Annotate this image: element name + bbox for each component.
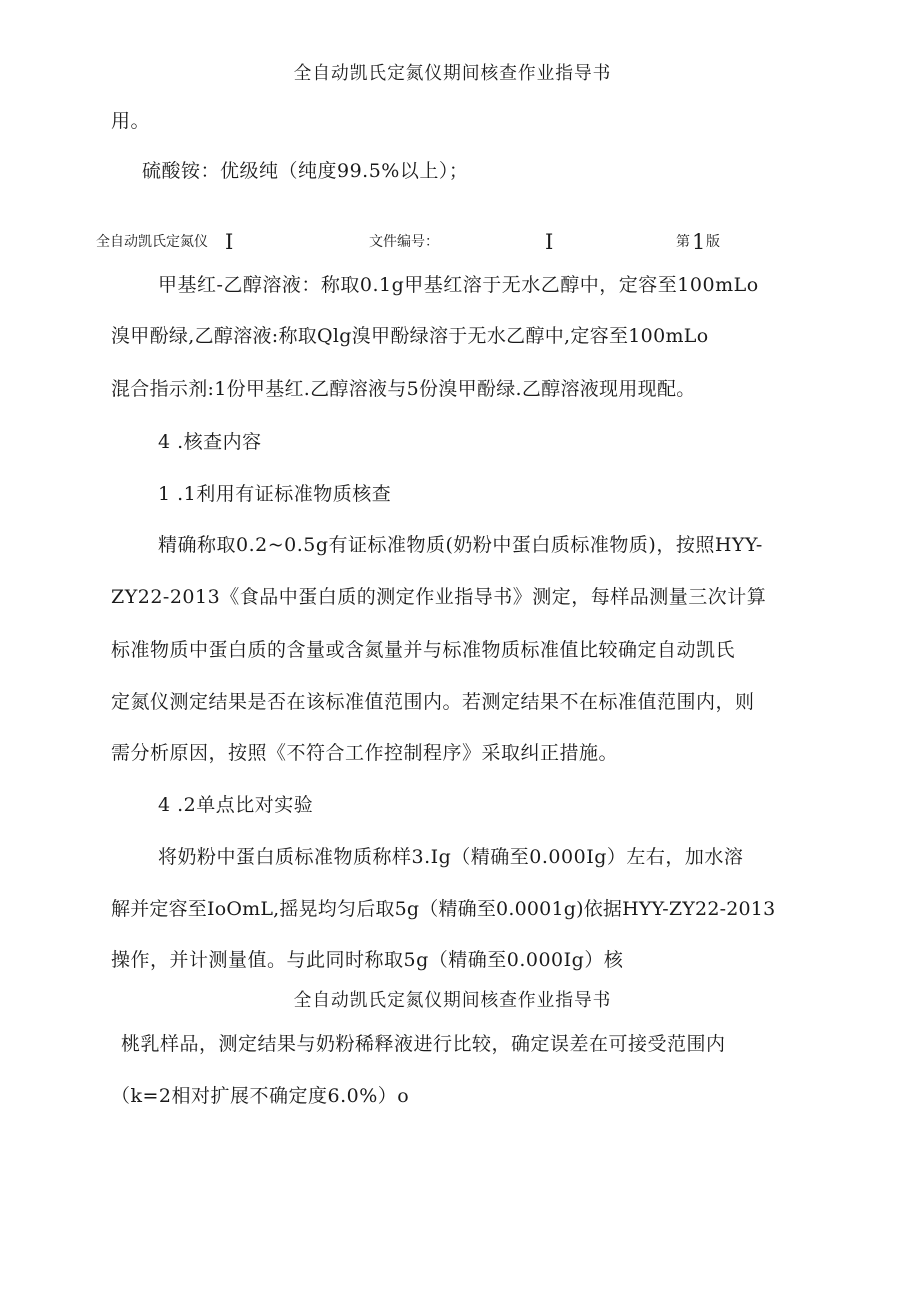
text-line: 用。 [111, 110, 151, 132]
text-line: （k=2相对扩展不确定度6.0%）o [111, 1085, 410, 1107]
header-edition-number: 1 [692, 230, 706, 254]
text-line: 标准物质中蛋白质的含量或含氮量并与标准物质标准值比较确定自动凯氏 [111, 639, 736, 661]
running-header [0, 229, 920, 255]
header-file-no-label: 文件编号： [369, 234, 439, 250]
text-line: ZY22-2013《食品中蛋白质的测定作业指导书》测定，每样品测量三次计算 [111, 586, 767, 608]
header-edition-suffix: 版 [706, 234, 720, 250]
text-line: 桃乳样品，测定结果与奶粉稀释液进行比较，确定误差在可接受范围内 [121, 1033, 726, 1055]
page-title-bottom: 全自动凯氏定氮仪期间核查作业指导书 [293, 990, 612, 1011]
header-edition-prefix: 第 [676, 234, 690, 250]
section-heading: 4 .2单点比对实验 [158, 794, 314, 816]
text-line: 解并定容至IoOmL,摇晃均匀后取5g（精确至0.0001g)依据HYY-ZY22-2013 [111, 898, 776, 920]
text-line: 精确称取0.2~0.5g有证标准物质(奶粉中蛋白质标准物质)，按照HYY- [158, 534, 763, 556]
text-line: 定氮仪测定结果是否在该标准值范围内。若测定结果不在标准值范围内，则 [111, 691, 755, 713]
page-title-top: 全自动凯氏定氮仪期间核查作业指导书 [293, 63, 612, 84]
text-line: 溴甲酚绿,乙醇溶液:称取Qlg溴甲酚绿溶于无水乙醇中,定容至100mLo [111, 325, 709, 347]
header-mark: I [545, 230, 554, 254]
text-line: 将奶粉中蛋白质标准物质称样3.Ig（精确至0.000Ig）左右，加水溶 [158, 846, 744, 868]
header-mark: I [225, 230, 234, 254]
text-line: 甲基红-乙醇溶液：称取0.1g甲基红溶于无水乙醇中，定容至100mLo [158, 274, 759, 296]
text-line: 混合指示剂:1份甲基红.乙醇溶液与5份溴甲酚绿.乙醇溶液现用现配。 [111, 378, 696, 400]
text-line: 需分析原因，按照《不符合工作控制程序》采取纠正措施。 [111, 742, 619, 764]
section-heading: 4 .核查内容 [158, 431, 262, 453]
section-heading: 1 .1利用有证标准物质核查 [158, 483, 392, 505]
text-line: 操作，并计测量值。与此同时称取5g（精确至0.000Ig）核 [111, 949, 624, 971]
header-doc-name: 全自动凯氏定氮仪 [96, 234, 208, 250]
text-line: 硫酸铵：优级纯（纯度99.5%以上）； [142, 160, 469, 182]
